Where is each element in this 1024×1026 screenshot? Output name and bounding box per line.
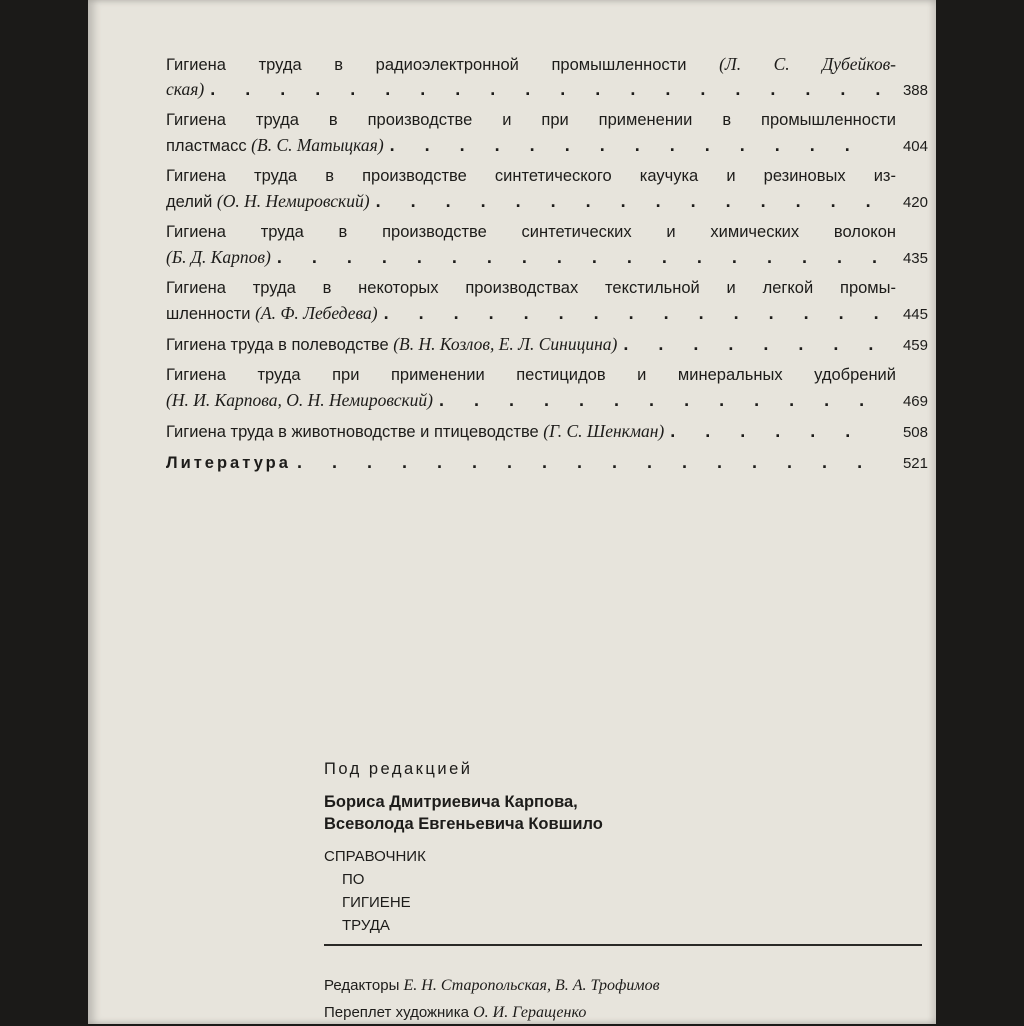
toc-entry-author: (В. Н. Козлов, Е. Л. Синицина) [393, 334, 618, 354]
toc-entry-title: Гигиена труда в полеводстве [166, 336, 389, 354]
toc-page-number: 521 [902, 455, 928, 472]
toc-entry [166, 450, 928, 475]
toc-page-number: 445 [902, 306, 928, 323]
book-title-line: ПО [342, 871, 365, 888]
toc-entry-title-line [166, 220, 928, 245]
toc-entry-title: Литература [166, 454, 291, 472]
toc-entry-title-line [166, 52, 928, 77]
toc-entry-author: (Л. С. Дубейков- [719, 54, 896, 74]
toc-entry-leader-line [166, 133, 928, 158]
toc-entry-author: (Н. И. Карпова, О. Н. Немировский) [166, 390, 434, 410]
editor-name: Бориса Дмитриевича Карпова, [324, 793, 578, 811]
dot-leader [439, 388, 880, 414]
toc-entry-leader-line [166, 245, 928, 270]
toc-entry [166, 276, 928, 326]
toc-entry [166, 220, 928, 270]
dot-leader [210, 77, 880, 103]
toc-entry-author: (В. С. Матыцкая) [251, 135, 384, 155]
toc-entry-leader-line [166, 77, 928, 102]
toc-page-number: 459 [902, 337, 928, 354]
toc-entry-leader-line [166, 419, 928, 444]
toc-entry-title: Гигиена труда в некоторых производствах текстильной и легкой промы- [166, 279, 896, 297]
table-of-contents [166, 52, 928, 481]
horizontal-divider [324, 944, 922, 946]
toc-entry-author: (Г. С. Шенкман) [543, 421, 665, 441]
editor-name: Всеволода Евгеньевича Ковшило [324, 815, 603, 833]
toc-page-number: 435 [902, 250, 928, 267]
dot-leader [297, 450, 880, 476]
toc-entry-title-cont: шленности [166, 305, 251, 323]
toc-entry-author: (А. Ф. Лебедева) [255, 303, 378, 323]
credit-names: О. И. Геращенко [473, 1004, 587, 1021]
dot-leader [390, 133, 880, 159]
toc-entry-title-line [166, 108, 928, 133]
book-title-line: ГИГИЕНЕ [342, 894, 411, 911]
toc-entry [166, 164, 928, 214]
toc-entry-leader-line [166, 332, 928, 357]
toc-entry [166, 363, 928, 413]
toc-entry-leader-line [166, 301, 928, 326]
imprint-block [324, 760, 824, 937]
book-title-line: СПРАВОЧНИК [324, 848, 426, 865]
credit-label: Переплет художника [324, 1004, 469, 1021]
dot-leader [623, 332, 880, 358]
toc-entry-title: Гигиена труда в производстве и при применении в промышленности [166, 111, 896, 129]
credits-block [324, 972, 660, 1026]
toc-entry-leader-line [166, 450, 928, 475]
credit-line [324, 972, 660, 999]
book-title-line: ТРУДА [342, 917, 390, 934]
credit-names: Е. Н. Старопольская, В. А. Трофимов [403, 977, 660, 994]
toc-entry-title: Гигиена труда при применении пестицидов и минеральных удобрений [166, 366, 896, 384]
credit-line [324, 999, 660, 1026]
dot-leader [384, 301, 880, 327]
toc-entry-title: Гигиена труда в радиоэлектронной промышленности [166, 56, 687, 74]
toc-entry-title: Гигиена труда в производстве синтетического каучука и резиновых из- [166, 167, 896, 185]
toc-entry-author: (Б. Д. Карпов) [166, 247, 271, 267]
toc-entry-title: Гигиена труда в животноводстве и птицеводстве [166, 423, 539, 441]
toc-entry [166, 332, 928, 357]
credit-label: Редакторы [324, 977, 400, 994]
toc-page-number: 388 [902, 82, 928, 99]
toc-page-number: 420 [902, 194, 928, 211]
toc-page-number: 469 [902, 393, 928, 410]
toc-entry [166, 52, 928, 102]
toc-entry [166, 419, 928, 444]
toc-entry [166, 108, 928, 158]
toc-entry-title-line [166, 276, 928, 301]
dot-leader [670, 419, 880, 445]
book-page [88, 0, 936, 1024]
dot-leader [277, 245, 880, 271]
toc-entry-title-line [166, 363, 928, 388]
toc-entry-author: ская) [166, 79, 205, 99]
toc-entry-author: (О. Н. Немировский) [216, 191, 370, 211]
toc-entry-leader-line [166, 189, 928, 214]
toc-entry-title-cont: пластмасс [166, 137, 247, 155]
toc-entry-title: Гигиена труда в производстве синтетических и химических волокон [166, 223, 896, 241]
editor-names [324, 791, 824, 835]
toc-page-number: 404 [902, 138, 928, 155]
toc-entry-title-line [166, 164, 928, 189]
dot-leader [376, 189, 880, 215]
edited-by-label: Под редакцией [324, 760, 473, 778]
book-title [324, 845, 824, 937]
toc-entry-leader-line [166, 388, 928, 413]
toc-page-number: 508 [902, 424, 928, 441]
toc-entry-title-cont: делий [166, 193, 213, 211]
